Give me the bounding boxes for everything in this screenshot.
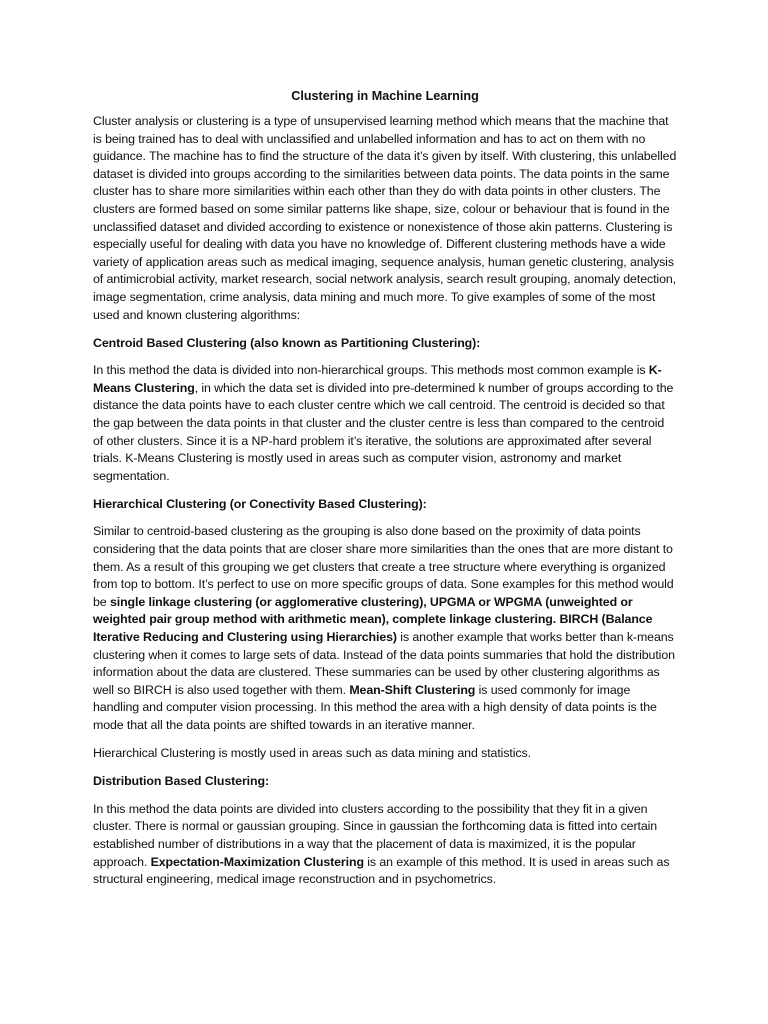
centroid-text-1: In this method the data is divided into non-hierarchical groups. This methods most common example is [93, 363, 649, 378]
distribution-bold-1: Expectation-Maximization Clustering [150, 854, 364, 869]
hierarchical-usage-paragraph: Hierarchical Clustering is mostly used in areas such as data mining and statistics. [93, 746, 531, 761]
centroid-bold-1: K-Means Clustering [93, 363, 662, 395]
hierarchical-text-2: is another example that works better than k-means clustering when it comes to large sets of data. Instead of the data points summaries that hold the distribution information about the data are clustered. These summaries can be used by other clustering algorithms as well so BIRCH is also used together with them. [93, 630, 675, 697]
hierarchical-text-1: Similar to centroid-based clustering as the grouping is also done based on the proximity of data points considering that the data points that are closer share more similarities than the ones that are more distant to them. As a result of this grouping we get clusters that create a tree structure where everything is organized from top to bottom. It’s perfect to use on more specific groups of data. Sone examples for this method would be [93, 524, 674, 609]
distribution-paragraph [93, 801, 677, 889]
centroid-text-2: , in which the data set is divided into pre-determined k number of groups according to the distance the data points have to each cluster centre which we call centroid. The centroid is decided so that the gap between the data points in that cluster and the cluster centre is less than compared to the centroid of other clusters. Since it is a NP-hard problem it’s iterative, the solutions are approximated after several trials. K-Means Clustering is mostly used in areas such as computer vision, astronomy and market segmentation. [93, 380, 674, 483]
centroid-paragraph [93, 362, 677, 485]
hierarchical-text-3: is used commonly for image handling and computer vision processing. In this method the area with a high density of data points is the mode that all the data points are shifted towards in an iterative manner. [93, 682, 657, 732]
hierarchical-heading: Hierarchical Clustering (or Conectivity Based Clustering): [93, 496, 427, 511]
hierarchical-bold-2: Mean-Shift Clustering [349, 682, 476, 697]
document-page [93, 88, 677, 899]
distribution-text-2: is an example of this method. It is used in areas such as structural engineering, medical image reconstruction and in psychometrics. [93, 854, 670, 887]
hierarchical-paragraph [93, 523, 677, 734]
centroid-heading: Centroid Based Clustering (also known as Partitioning Clustering): [93, 335, 481, 350]
distribution-text-1: In this method the data points are divided into clusters according to the possibility that they fit in a given cluster. There is normal or gaussian grouping. Since in gaussian the forthcoming data is fitted into certain established number of distributions in a way that the placement of data is maximized, it is the popular approach. [93, 801, 658, 869]
document-title: Clustering in Machine Learning [291, 89, 479, 103]
intro-paragraph: Cluster analysis or clustering is a type of unsupervised learning method which means that the machine that is being trained has to deal with unclassified and unlabelled information and has to act on them with no guidance. The machine has to find the structure of the data it’s given by itself. With clustering, this unlabelled dataset is divided into groups according to the similarities between data points. The data points in the same cluster has to share more similarities within each other than they do with data points in other clusters. The clusters are formed based on some similar patterns like shape, size, colour or behaviour that is found in the unclassified dataset and divided according to existence or nonexistence of those akin patterns. Clustering is especially useful for dealing with data you have no knowledge of. Different clustering methods have a wide variety of application areas such as medical imaging, sequence analysis, human genetic clustering, analysis of antimicrobial activity, market research, social network analysis, search result grouping, anomaly detection, image segmentation, crime analysis, data mining and much more. To give examples of some of the most used and known clustering algorithms: [93, 114, 677, 322]
distribution-heading: Distribution Based Clustering: [93, 774, 269, 789]
hierarchical-bold-1: single linkage clustering (or agglomerative clustering), UPGMA or WPGMA (unweighted or weighted pair group method with arithmetic mean), complete linkage clustering. BIRCH (Balance Iterative Reducing and Clustering using Hierarchies) [93, 594, 653, 645]
